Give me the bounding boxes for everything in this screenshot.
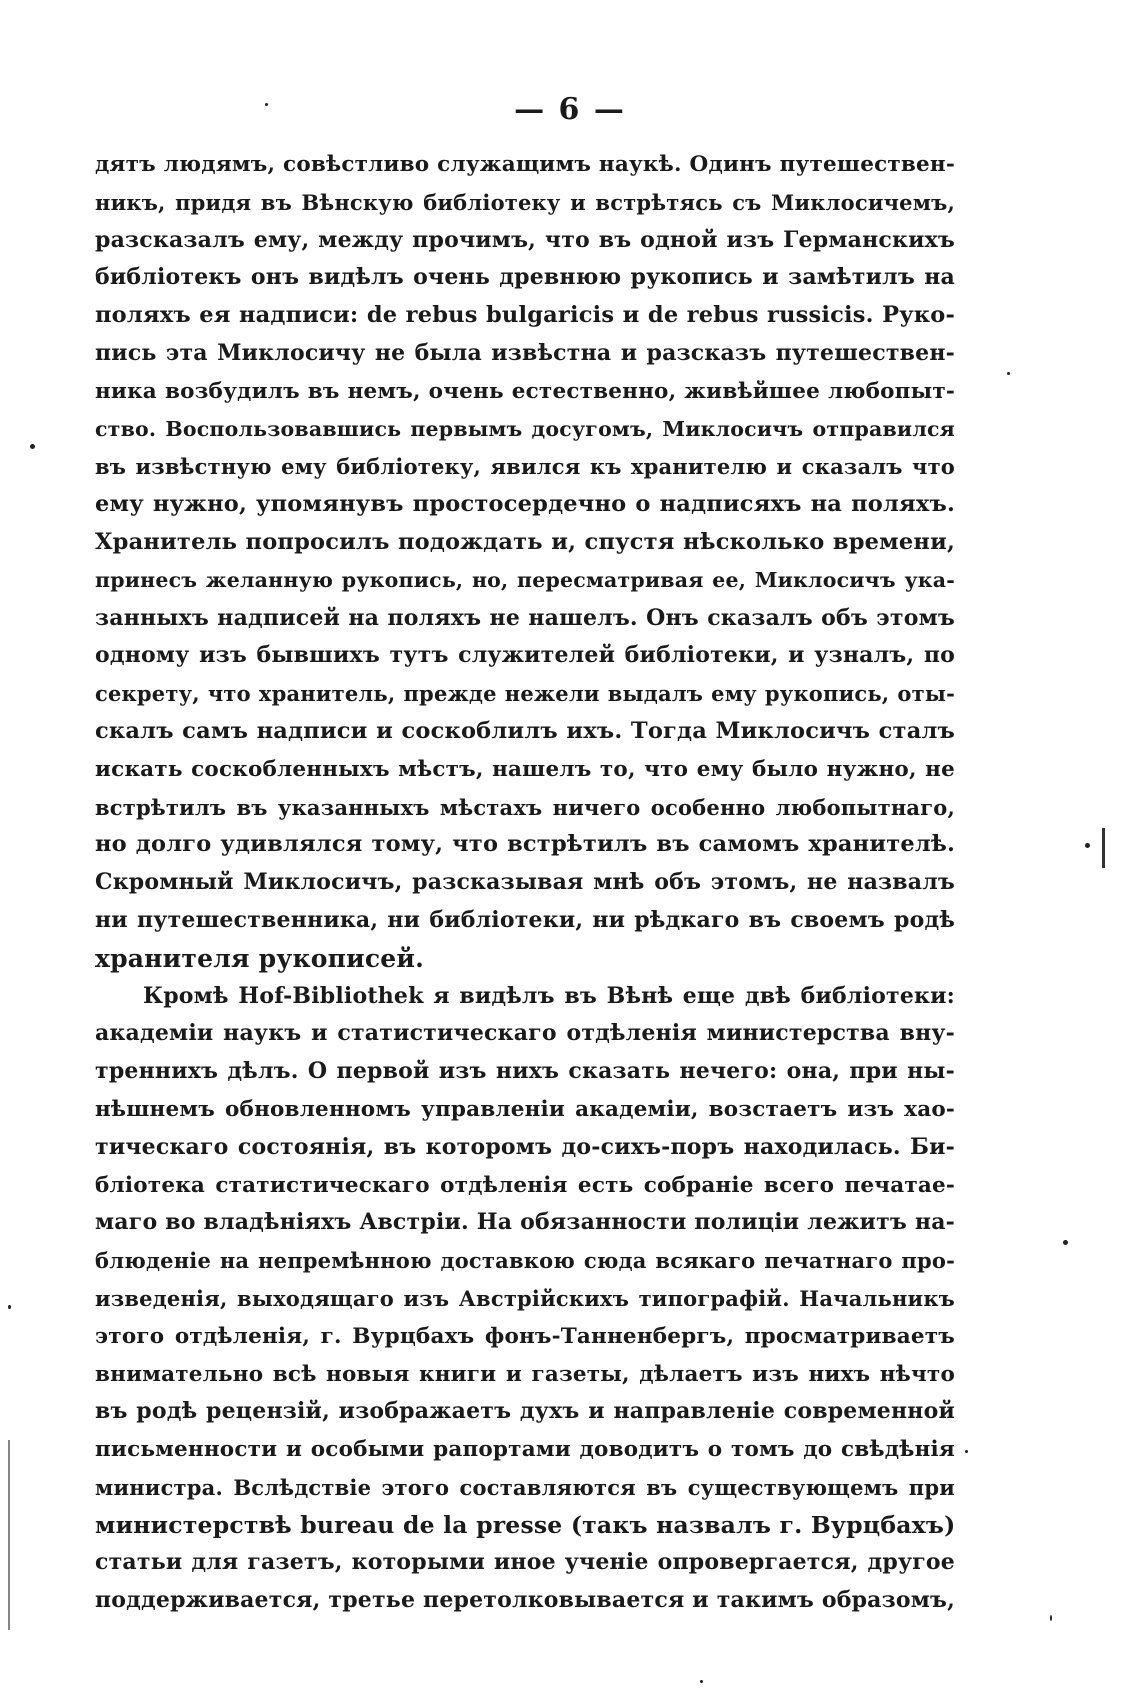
text-line: поляхъ ея надписи: de rebus bulgaricis и de rebus russicis. Руко- bbox=[95, 302, 955, 329]
text-line: въ родѣ рецензій, изображаетъ духъ и направленіе современной bbox=[95, 1398, 955, 1425]
scan-speck bbox=[1007, 372, 1010, 375]
text-line: встрѣтилъ въ указанныхъ мѣстахъ ничего особенно любопытнаго, bbox=[95, 794, 955, 820]
paragraph-end-line: хранителя рукописей. bbox=[95, 943, 425, 973]
text-line: секрету, что хранитель, прежде нежели выдалъ ему рукопись, оты- bbox=[95, 681, 955, 707]
page-number: — 6 — bbox=[514, 92, 626, 127]
text-line: министерствѣ bureau de la presse (такъ назвалъ г. Вурцбахъ) bbox=[95, 1510, 955, 1539]
text-line: ни путешественника, ни библіотеки, ни рѣдкаго въ своемъ родѣ bbox=[95, 906, 955, 933]
paragraph-start-line: Кромѣ Hof-Bibliothek я видѣлъ въ Вѣнѣ еще двѣ библіотеки: bbox=[143, 982, 955, 1009]
text-line: дятъ людямъ, совѣстливо служащимъ наукѣ. Одинъ путешествен- bbox=[95, 152, 955, 177]
text-line: въ извѣстную ему библіотеку, явился къ хранителю и сказалъ что bbox=[95, 454, 955, 480]
text-line: нѣшнемъ обновленномъ управленіи академіи, возстаетъ изъ хао- bbox=[95, 1096, 955, 1122]
text-line: библіотекъ онъ видѣлъ очень древнюю рукопись и замѣтилъ на bbox=[95, 264, 955, 291]
text-line: статьи для газетъ, которыми иное ученіе опровергается, другое bbox=[95, 1549, 955, 1576]
scan-speck bbox=[1063, 1240, 1068, 1245]
page-edge-mark bbox=[8, 1440, 10, 1630]
text-line: ему нужно, упомянувъ простосердечно о надписяхъ на поляхъ. bbox=[95, 491, 955, 518]
text-line: академіи наукъ и статистическаго отдѣленія министерства вну- bbox=[95, 1020, 955, 1047]
text-line: но долго удивлялся тому, что встрѣтилъ въ самомъ хранителѣ. bbox=[95, 831, 955, 858]
scan-speck bbox=[8, 1305, 11, 1309]
text-line: изведенія, выходящаго изъ Австрійскихъ типографій. Начальникъ bbox=[95, 1285, 955, 1311]
scan-speck bbox=[265, 103, 268, 106]
scan-speck bbox=[700, 1680, 703, 1683]
scan-speck bbox=[30, 444, 35, 449]
text-line: принесъ желанную рукопись, но, пересматривая ее, Миклосичъ ука- bbox=[95, 567, 955, 592]
text-line: тическаго состоянія, въ которомъ до-сихъ-поръ находилась. Би- bbox=[95, 1133, 955, 1160]
text-line: поддерживается, третье перетолковывается и такимъ образомъ, bbox=[95, 1587, 955, 1614]
text-line: треннихъ дѣлъ. О первой изъ нихъ сказать нечего: она, при ны- bbox=[95, 1058, 955, 1085]
text-line: блюденіе на непремѣнною доставкою сюда всякаго печатнаго про- bbox=[95, 1248, 955, 1274]
text-line: пись эта Миклосичу не была извѣстна и разсказъ путешествен- bbox=[95, 339, 955, 366]
text-line: занныхъ надписей на поляхъ не нашелъ. Онъ сказалъ объ этомъ bbox=[95, 604, 955, 631]
scan-speck bbox=[1050, 1615, 1052, 1621]
text-line: одному изъ бывшихъ тутъ служителей библіотеки, и узналъ, по bbox=[95, 642, 955, 669]
page-edge-mark bbox=[1102, 828, 1105, 868]
scan-speck bbox=[1085, 843, 1090, 848]
text-line: никъ, придя въ Вѣнскую библіотеку и встрѣтясь съ Миклосичемъ, bbox=[95, 189, 955, 215]
text-line: искать соскобленныхъ мѣстъ, нашелъ то, что ему было нужно, не bbox=[95, 756, 955, 782]
text-line: скалъ самъ надписи и соскоблилъ ихъ. Тогда Миклосичъ сталъ bbox=[95, 717, 955, 744]
text-line: Хранитель попросилъ подождать и, спустя нѣсколько времени, bbox=[95, 528, 955, 555]
text-line: ника возбудилъ въ немъ, очень естественно, живѣйшее любопыт- bbox=[95, 378, 955, 404]
text-line: ство. Воспользовавшись первымъ досугомъ, Миклосичъ отправился bbox=[95, 416, 955, 441]
body-text bbox=[95, 146, 955, 1620]
text-line: письменности и особыми рапортами доводитъ о томъ до свѣдѣнія bbox=[95, 1437, 955, 1463]
scan-speck bbox=[965, 1450, 968, 1453]
text-line: бліотека статистическаго отдѣленія есть собраніе всего печатае- bbox=[95, 1172, 955, 1198]
text-line: маго во владѣніяхъ Австріи. На обязанности полиціи лежитъ на- bbox=[95, 1209, 955, 1236]
text-line: Скромный Миклосичъ, разсказывая мнѣ объ этомъ, не назвалъ bbox=[95, 869, 955, 896]
text-line: разсказалъ ему, между прочимъ, что въ одной изъ Германскихъ bbox=[95, 226, 955, 253]
text-line: внимательно всѣ новыя книги и газеты, дѣлаетъ изъ нихъ нѣчто bbox=[95, 1361, 955, 1387]
text-line: министра. Вслѣдствіе этого составляются въ существующемъ при bbox=[95, 1474, 955, 1500]
text-line: этого отдѣленія, г. Вурцбахъ фонъ-Танненбергъ, просматриваетъ bbox=[95, 1323, 955, 1349]
